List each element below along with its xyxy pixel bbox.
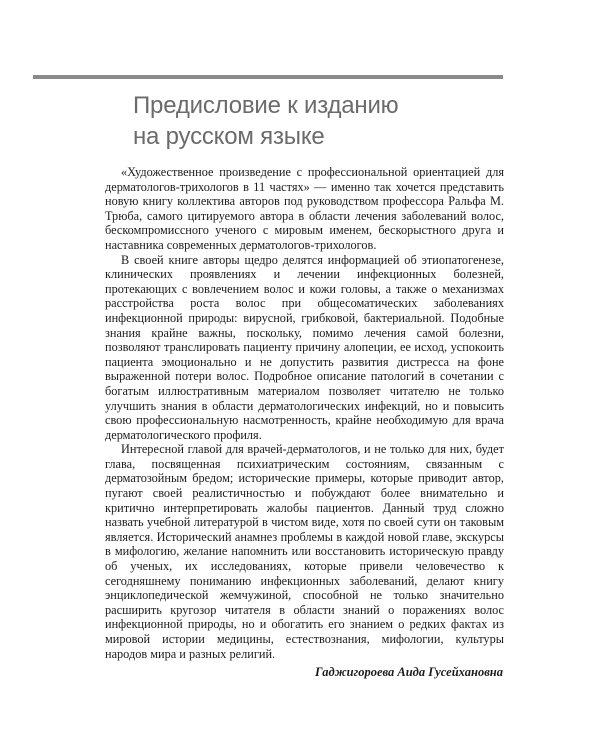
page-title — [133, 90, 513, 152]
preface-body — [105, 165, 504, 661]
title-line-2: на русском языке — [133, 123, 325, 150]
paragraph-1: «Художественное произведение с профессиональной ориентацией для дерматологов-трихологов в 11 частях» — именно так хочется представить новую книгу коллектива авторов под руководством профессора Ральфа М. Трюба, самого цитируемого автора в области лечения заболеваний волос, бескомпромиссного ученого с мировым именем, бескорыстного друга и наставника современных дерматологов-трихологов. — [105, 165, 504, 252]
title-line-1: Предисловие к изданию — [133, 92, 399, 119]
paragraph-2: В своей книге авторы щедро делятся информацией об этиопатогенезе, клинических проявлениях и лечении инфекционных болезней, протекающих с вовлечением волос и кожи головы, а также о механизмах расстройства роста волос при общесоматических заболеваниях инфекционной природы: вирусной, грибковой, бактериальной. Подобные знания крайне важны, поскольку, помимо лечения самой болезни, позволяют транслировать пациенту причину алопеции, ее исход, успокоить пациента эмоционально и не допустить развития дистресса на фоне выраженной потери волос. Подробное описание патологий в сочетании с богатым иллюстративным материалом позволяет читателю не только улучшить знания в области дерматологических инфекций, но и повысить свою профессиональную насмотренность, крайне необходимую для врача дерматологического профиля. — [105, 252, 504, 442]
paragraph-3: Интересной главой для врачей-дерматологов, и не только для них, будет глава, посвященная психиатрическим состояниям, связанным с дерматозойным бредом; исторические примеры, которые приводит автор, пугают своей реалистичностью и побуждают более внимательно и критично интерпретировать жалобы пациентов. Данный труд сложно назвать учебной литературой в чистом виде, хотя по своей сути он таковым является. Исторический анамнез проблемы в каждой новой главе, экскурсы в мифологию, желание напомнить или восстановить историческую правду об ученых, их исследованиях, которые привели человечество к сегодняшнему пониманию инфекционных заболеваний, делают книгу энциклопедической жемчужиной, способной не только значительно расширить кругозор читателя в области знаний о поражениях волос инфекционной природы, но и обогатить его знанием о редких фактах из мировой истории медицины, естествознания, мифологии, культуры народов мира и разных религий. — [105, 442, 504, 661]
header-rule — [33, 75, 503, 79]
author-signature: Гаджигороева Аида Гусейхановна — [315, 665, 503, 679]
